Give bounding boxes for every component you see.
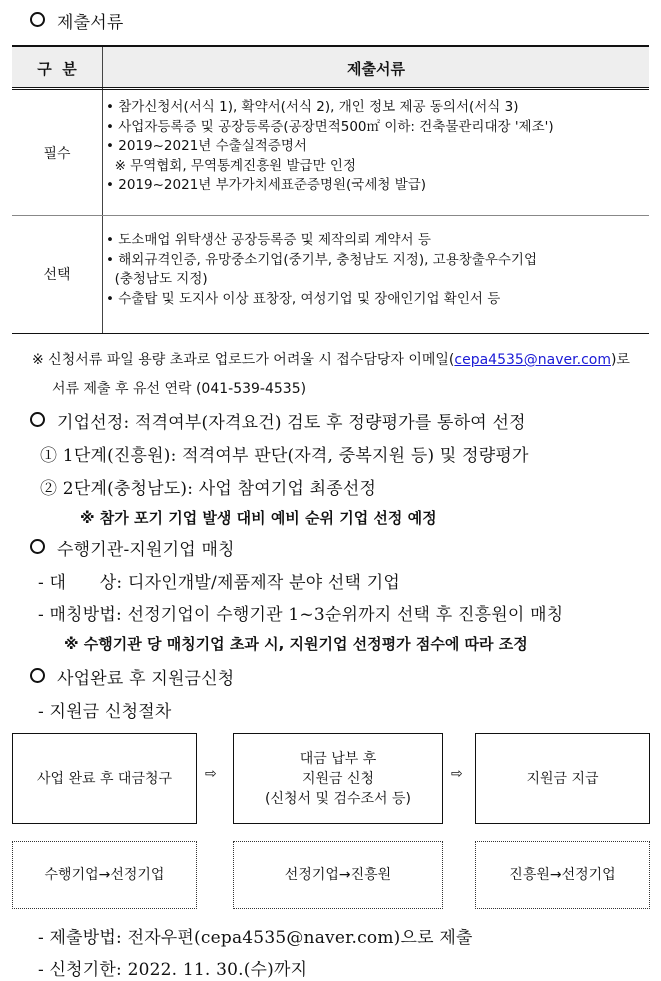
documents-table: [12, 45, 649, 334]
optional-label: 선택: [43, 267, 71, 283]
upload-note-prefix: ※ 신청서류 파일 용량 초과로 업로드가 어려울 시 접수담당자 이메일(: [32, 352, 455, 368]
required-label: 필수: [43, 146, 71, 162]
list-item: • 2019~2021년 수출실적증명서: [106, 138, 307, 154]
list-item: • 수출탑 및 도지사 이상 표창장, 여성기업 및 장애인기업 확인서 등: [106, 290, 501, 307]
matching-adjust-note: ※ 수행기관 당 매칭기업 초과 시, 지원기업 선정평가 점수에 따라 조정: [64, 635, 528, 653]
hollow-circle-icon: [30, 12, 45, 27]
header-category: 구 분: [37, 60, 77, 78]
section-title: 수행기관-지원기업 매칭: [57, 540, 235, 560]
list-item: • 사업자등록증 및 공장등록증(공장면적500㎡ 이하: 건축물관리대장 '제조'): [106, 118, 554, 135]
hollow-circle-icon: [30, 412, 45, 427]
hollow-circle-icon: [30, 668, 45, 683]
selection-step-2: ② 2단계(충청남도): 사업 참여기업 최종선정: [40, 479, 377, 499]
flow-step-grant-paid: [475, 733, 650, 824]
flow-actor-2: [233, 841, 443, 909]
flow-actor-text: 진흥원→선정기업: [509, 867, 616, 883]
table-header-border-double: [12, 89, 649, 90]
section-title: 사업완료 후 지원금신청: [57, 669, 235, 689]
right-arrow-icon: ⇨: [205, 766, 217, 782]
reserve-ranking-note: ※ 참가 포기 기업 발생 대비 예비 순위 기업 선정 예정: [80, 509, 437, 527]
table-row-divider: [12, 215, 649, 216]
grant-procedure-label: - 지원금 신청절차: [38, 702, 172, 722]
flow-step-text: 지원금 신청: [301, 770, 375, 787]
flow-actor-text: 선정기업→진흥원: [284, 867, 392, 883]
optional-items: [106, 231, 537, 309]
list-item: • 해외규격인증, 유망중소기업(중기부, 충청남도 지정), 고용창출우수기업: [106, 251, 538, 268]
upload-note-line1: [32, 349, 630, 369]
hollow-circle-icon: [30, 539, 45, 554]
flow-actor-text: 수행기업→선정기업: [44, 867, 165, 883]
table-header-border: [12, 87, 649, 88]
flow-step-text: 지원금 지급: [526, 770, 599, 787]
section-submission-docs: [30, 8, 124, 33]
matching-target: - 대 상: 디자인개발/제품제작 분야 선택 기업: [38, 573, 401, 593]
list-item: • 2019~2021년 부가가치세표준증명원(국세청 발급): [106, 177, 427, 193]
flow-actor-1: [12, 841, 197, 909]
upload-note-line2: 서류 제출 후 유선 연락 (041-539-4535): [52, 381, 307, 397]
selection-step-1: ① 1단계(진흥원): 적격여부 판단(자격, 중복지원 등) 및 정량평가: [40, 446, 529, 466]
section-matching: [30, 535, 235, 560]
flow-actor-3: [475, 841, 650, 909]
list-item: • 참가신청서(서식 1), 확약서(서식 2), 개인 정보 제공 동의서(서식 3): [106, 99, 519, 115]
required-items: [106, 98, 554, 196]
right-arrow-icon: ⇨: [451, 766, 463, 782]
table-bottom-border: [12, 333, 649, 334]
section-title: 제출서류: [57, 13, 124, 33]
header-documents: 제출서류: [347, 60, 405, 78]
section-company-selection: [30, 408, 526, 433]
flow-step-text: (신청서 및 검수조서 등): [265, 790, 411, 807]
section-grant-application: [30, 664, 234, 689]
flow-step-text: 사업 완료 후 대금청구: [36, 770, 173, 787]
submission-method: - 제출방법: 전자우편(cepa4535@naver.com)으로 제출: [38, 928, 473, 948]
application-deadline: - 신청기한: 2022. 11. 30.(수)까지: [38, 960, 308, 980]
list-item: ※ 무역협회, 무역통계진흥원 발급만 인정: [106, 157, 357, 174]
flow-step-apply-grant: [233, 733, 443, 824]
upload-note-suffix: )로: [610, 352, 630, 368]
flow-step-text: 대금 납부 후: [299, 750, 377, 767]
list-item: (충청남도 지정): [106, 271, 208, 287]
section-title: 기업선정: 적격여부(자격요건) 검토 후 정량평가를 통하여 선정: [57, 413, 526, 433]
matching-method: - 매칭방법: 선정기업이 수행기관 1~3순위까지 선택 후 진흥원이 매칭: [38, 605, 564, 625]
flow-step-request-payment: [12, 733, 197, 824]
list-item: • 도소매업 위탁생산 공장등록증 및 제작의뢰 계약서 등: [106, 232, 431, 248]
email-link[interactable]: cepa4535@naver.com: [454, 352, 611, 368]
table-column-divider: [102, 47, 103, 334]
